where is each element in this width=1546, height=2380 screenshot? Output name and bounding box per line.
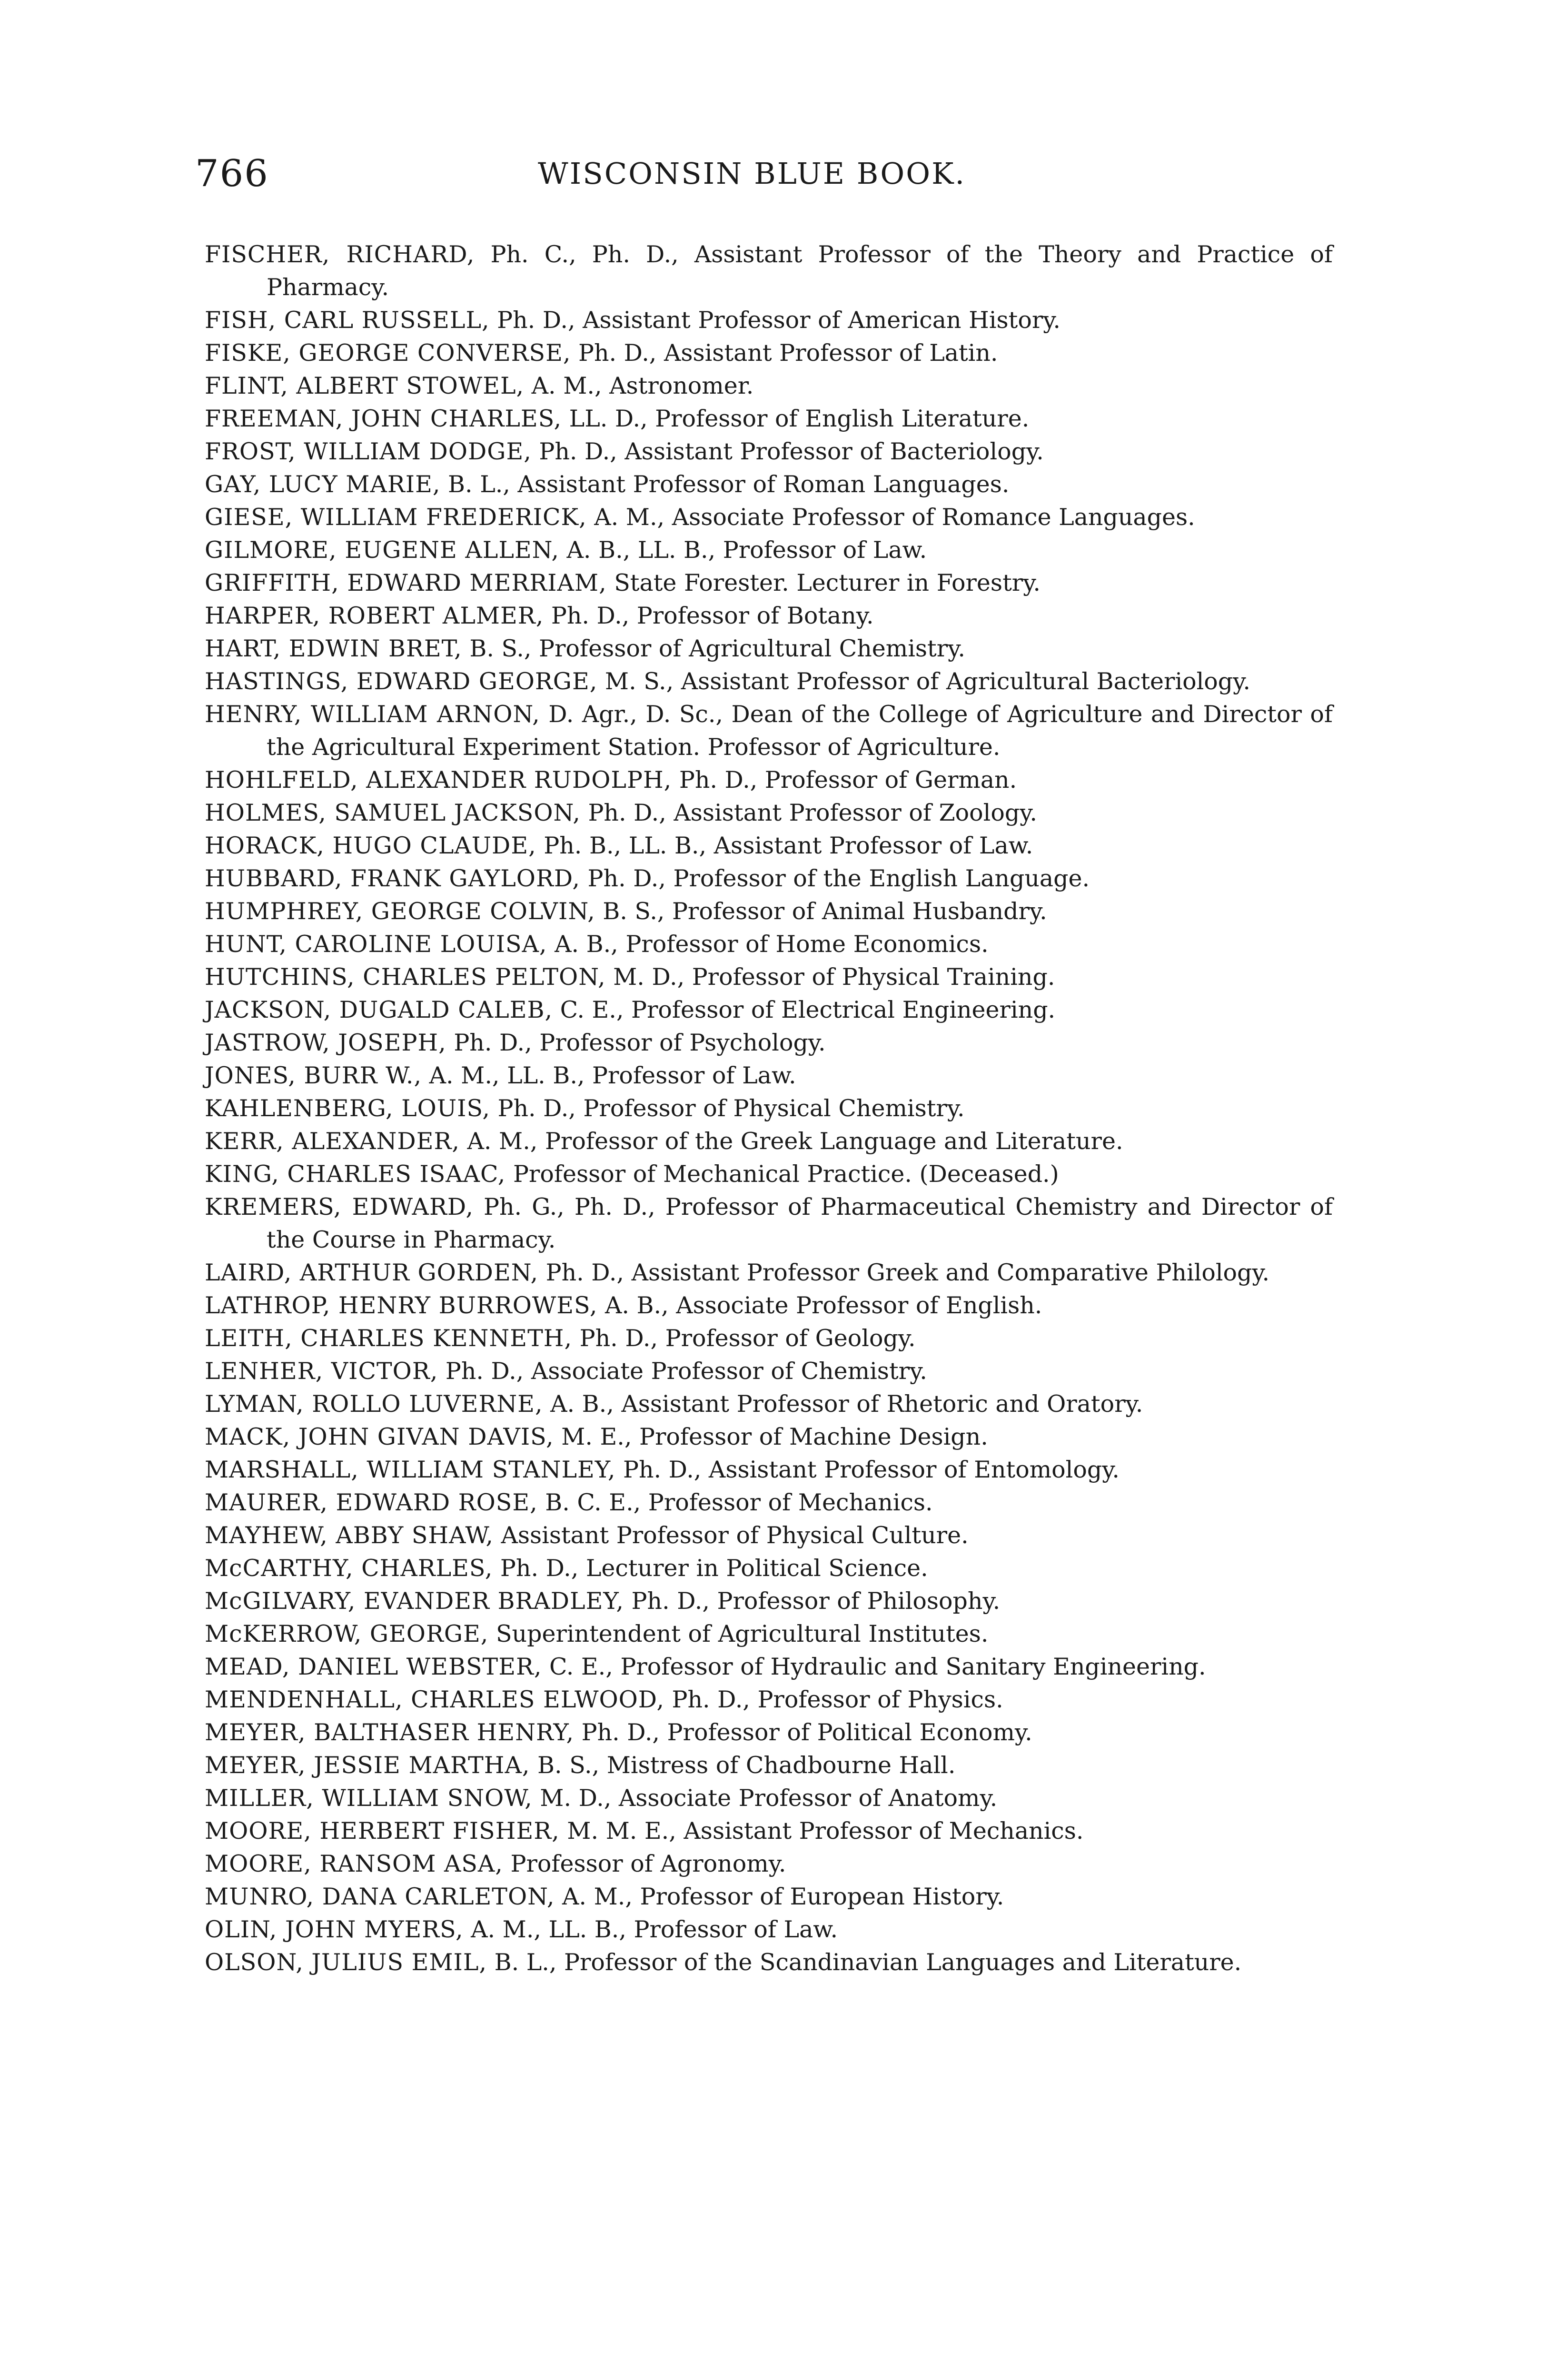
faculty-entry	[205, 599, 1333, 632]
faculty-name: McGILVARY, EVANDER BRADLEY,	[205, 1587, 624, 1615]
faculty-name: HOHLFELD, ALEXANDER RUDOLPH,	[205, 766, 672, 793]
faculty-entry	[205, 534, 1333, 566]
faculty-description: Ph. B., LL. B., Assistant Professor of Law.	[544, 832, 1033, 859]
faculty-entry	[205, 1388, 1333, 1420]
faculty-name: GRIFFITH, EDWARD MERRIAM,	[205, 569, 607, 596]
faculty-description: M. E., Professor of Machine Design.	[561, 1423, 988, 1450]
faculty-entry	[205, 961, 1333, 993]
faculty-description: Ph. D., Assistant Professor Greek and Comparative Philology.	[545, 1259, 1270, 1286]
page-number: 766	[195, 152, 269, 195]
faculty-description: Professor of Mechanical Practice. (Deceased.)	[513, 1160, 1059, 1188]
faculty-name: HENRY, WILLIAM ARNON,	[205, 701, 540, 728]
faculty-list	[205, 238, 1333, 1979]
page-header	[195, 145, 1357, 202]
faculty-entry	[205, 1847, 1333, 1880]
faculty-name: LAIRD, ARTHUR GORDEN,	[205, 1259, 539, 1286]
faculty-description: A. B., Associate Professor of English.	[605, 1292, 1042, 1319]
faculty-entry	[205, 304, 1333, 337]
faculty-name: GAY, LUCY MARIE,	[205, 471, 441, 498]
faculty-entry	[205, 1256, 1333, 1289]
faculty-name: FISH, CARL RUSSELL,	[205, 307, 490, 334]
faculty-entry	[205, 632, 1333, 665]
faculty-description: A. B., Assistant Professor of Rhetoric and Oratory.	[550, 1390, 1143, 1418]
faculty-entry	[205, 468, 1333, 501]
faculty-name: LENHER, VICTOR,	[205, 1358, 438, 1385]
faculty-description: A. M., Professor of the Greek Language and Literature.	[467, 1128, 1123, 1155]
faculty-name: FISKE, GEORGE CONVERSE,	[205, 339, 571, 367]
faculty-entry	[205, 1946, 1333, 1979]
faculty-description: M. S., Assistant Professor of Agricultural Bacteriology.	[605, 668, 1250, 695]
faculty-description: Ph. D., Assistant Professor of Zoology.	[588, 799, 1037, 826]
faculty-entry	[205, 1716, 1333, 1749]
faculty-description: B. S., Professor of Animal Husbandry.	[603, 898, 1047, 925]
faculty-entry	[205, 1880, 1333, 1913]
faculty-entry	[205, 1650, 1333, 1683]
running-title: WISCONSIN BLUE BOOK.	[538, 156, 966, 191]
faculty-entry	[205, 337, 1333, 369]
faculty-name: HUTCHINS, CHARLES PELTON,	[205, 963, 606, 991]
faculty-name: MOORE, RANSOM ASA,	[205, 1850, 503, 1877]
faculty-description: A. B., LL. B., Professor of Law.	[566, 536, 927, 564]
faculty-description: Ph. D., Lecturer in Political Science.	[500, 1555, 928, 1582]
faculty-name: KREMERS, EDWARD,	[205, 1193, 474, 1220]
faculty-name: LYMAN, ROLLO LUVERNE,	[205, 1390, 543, 1418]
faculty-description: B. L., Assistant Professor of Roman Languages.	[448, 471, 1010, 498]
faculty-entry	[205, 928, 1333, 961]
faculty-description: A. M., Professor of European History.	[562, 1883, 1004, 1910]
faculty-description: M. D., Professor of Physical Training.	[613, 963, 1055, 991]
faculty-entry	[205, 1749, 1333, 1782]
faculty-name: MEAD, DANIEL WEBSTER,	[205, 1653, 542, 1680]
faculty-name: JONES, BURR W.,	[205, 1062, 422, 1089]
faculty-name: HOLMES, SAMUEL JACKSON,	[205, 799, 581, 826]
faculty-name: MACK, JOHN GIVAN DAVIS,	[205, 1423, 554, 1450]
faculty-name: FISCHER, RICHARD,	[205, 241, 475, 268]
faculty-name: HUMPHREY, GEORGE COLVIN,	[205, 898, 595, 925]
faculty-name: MUNRO, DANA CARLETON,	[205, 1883, 555, 1910]
faculty-entry	[205, 764, 1333, 796]
faculty-name: MAURER, EDWARD ROSE,	[205, 1489, 538, 1516]
faculty-description: M. D., Associate Professor of Anatomy.	[540, 1785, 998, 1812]
faculty-description: A. M., Associate Professor of Romance Languages.	[594, 504, 1195, 531]
faculty-name: OLSON, JULIUS EMIL,	[205, 1949, 487, 1976]
faculty-entry	[205, 402, 1333, 435]
faculty-description: Ph. D., Professor of Geology.	[579, 1325, 916, 1352]
faculty-entry	[205, 698, 1333, 764]
faculty-description: B. C. E., Professor of Mechanics.	[545, 1489, 933, 1516]
faculty-description: Professor of Agronomy.	[510, 1850, 786, 1877]
faculty-description: Ph. D., Professor of Philosophy.	[631, 1587, 1001, 1615]
faculty-description: Ph. D., Assistant Professor of Bacteriology.	[539, 438, 1044, 465]
faculty-entry	[205, 993, 1333, 1026]
faculty-entry	[205, 238, 1333, 304]
faculty-entry	[205, 796, 1333, 829]
faculty-description: Ph. D., Associate Professor of Chemistry.	[445, 1358, 927, 1385]
faculty-name: HART, EDWIN BRET,	[205, 635, 462, 662]
faculty-description: C. E., Professor of Hydraulic and Sanitary Engineering.	[549, 1653, 1206, 1680]
faculty-entry	[205, 1453, 1333, 1486]
faculty-entry	[205, 1486, 1333, 1519]
faculty-description: C. E., Professor of Electrical Engineering.	[560, 996, 1056, 1023]
faculty-name: HASTINGS, EDWARD GEORGE,	[205, 668, 598, 695]
faculty-entry	[205, 1059, 1333, 1092]
faculty-description: A. M., Astronomer.	[531, 372, 754, 399]
faculty-entry	[205, 1552, 1333, 1585]
faculty-description: Ph. D., Assistant Professor of Entomology.	[623, 1456, 1120, 1483]
faculty-description: State Forester. Lecturer in Forestry.	[614, 569, 1041, 596]
faculty-description: B. L., Professor of the Scandinavian Languages and Literature.	[494, 1949, 1242, 1976]
faculty-entry	[205, 369, 1333, 402]
faculty-name: HARPER, ROBERT ALMER,	[205, 602, 544, 629]
faculty-description: Ph. D., Professor of the English Language.	[587, 865, 1090, 892]
faculty-entry	[205, 501, 1333, 534]
faculty-description: D. Agr., D. Sc., Dean of the College of Agriculture and Director of the Agricultural Experiment Station. Professor of Agriculture.	[267, 701, 1333, 761]
faculty-name: LATHROP, HENRY BURROWES,	[205, 1292, 598, 1319]
faculty-name: FREEMAN, JOHN CHARLES,	[205, 405, 562, 432]
faculty-entry	[205, 829, 1333, 862]
faculty-entry	[205, 1519, 1333, 1552]
faculty-description: Ph. D., Professor of Physical Chemistry.	[497, 1095, 965, 1122]
faculty-description: Ph. D., Professor of German.	[679, 766, 1017, 793]
faculty-description: B. S., Professor of Agricultural Chemistry.	[469, 635, 965, 662]
faculty-name: MEYER, JESSIE MARTHA,	[205, 1752, 530, 1779]
faculty-entry	[205, 1125, 1333, 1158]
faculty-description: Ph. D., Professor of Botany.	[551, 602, 874, 629]
faculty-entry	[205, 1026, 1333, 1059]
faculty-entry	[205, 1420, 1333, 1453]
faculty-name: HORACK, HUGO CLAUDE,	[205, 832, 536, 859]
faculty-entry	[205, 1585, 1333, 1617]
faculty-entry	[205, 1617, 1333, 1650]
faculty-name: MAYHEW, ABBY SHAW,	[205, 1522, 494, 1549]
faculty-description: A. M., LL. B., Professor of Law.	[429, 1062, 796, 1089]
faculty-name: LEITH, CHARLES KENNETH,	[205, 1325, 573, 1352]
faculty-name: FLINT, ALBERT STOWEL,	[205, 372, 525, 399]
faculty-name: MARSHALL, WILLIAM STANLEY,	[205, 1456, 616, 1483]
faculty-entry	[205, 1355, 1333, 1388]
faculty-description: Superintendent of Agricultural Institutes.	[496, 1620, 989, 1647]
faculty-description: Ph. G., Ph. D., Professor of Pharmaceutical Chemistry and Director of the Course in Pharmacy.	[267, 1193, 1333, 1253]
faculty-description: Ph. D., Professor of Physics.	[672, 1686, 1003, 1713]
faculty-description: Ph. D., Assistant Professor of Latin.	[578, 339, 998, 367]
faculty-name: GILMORE, EUGENE ALLEN,	[205, 536, 559, 564]
faculty-name: McCARTHY, CHARLES,	[205, 1555, 493, 1582]
faculty-description: A. M., LL. B., Professor of Law.	[471, 1916, 838, 1943]
faculty-entry	[205, 1289, 1333, 1322]
faculty-name: JACKSON, DUGALD CALEB,	[205, 996, 553, 1023]
faculty-entry	[205, 1322, 1333, 1355]
faculty-description: Ph. D., Professor of Political Economy.	[581, 1719, 1032, 1746]
faculty-name: MOORE, HERBERT FISHER,	[205, 1817, 560, 1844]
faculty-name: MEYER, BALTHASER HENRY,	[205, 1719, 575, 1746]
faculty-name: FROST, WILLIAM DODGE,	[205, 438, 532, 465]
faculty-description: Ph. D., Assistant Professor of American History.	[497, 307, 1061, 334]
faculty-entry	[205, 435, 1333, 468]
faculty-description: Ph. C., Ph. D., Assistant Professor of the Theory and Practice of Pharmacy.	[267, 241, 1333, 301]
faculty-name: GIESE, WILLIAM FREDERICK,	[205, 504, 587, 531]
faculty-entry	[205, 1092, 1333, 1125]
faculty-description: LL. D., Professor of English Literature.	[569, 405, 1030, 432]
faculty-description: Assistant Professor of Physical Culture.	[501, 1522, 969, 1549]
faculty-name: OLIN, JOHN MYERS,	[205, 1916, 464, 1943]
faculty-entry	[205, 1815, 1333, 1847]
faculty-entry	[205, 1683, 1333, 1716]
faculty-entry	[205, 1782, 1333, 1815]
faculty-name: MILLER, WILLIAM SNOW,	[205, 1785, 533, 1812]
faculty-entry	[205, 665, 1333, 698]
faculty-name: KERR, ALEXANDER,	[205, 1128, 460, 1155]
faculty-name: HUBBARD, FRANK GAYLORD,	[205, 865, 580, 892]
faculty-description: B. S., Mistress of Chadbourne Hall.	[537, 1752, 956, 1779]
faculty-entry	[205, 862, 1333, 895]
faculty-name: JASTROW, JOSEPH,	[205, 1029, 446, 1056]
faculty-name: KING, CHARLES ISAAC,	[205, 1160, 506, 1188]
faculty-description: M. M. E., Assistant Professor of Mechanics.	[567, 1817, 1084, 1844]
faculty-entry	[205, 1913, 1333, 1946]
faculty-name: McKERROW, GEORGE,	[205, 1620, 489, 1647]
faculty-name: MENDENHALL, CHARLES ELWOOD,	[205, 1686, 664, 1713]
faculty-description: Ph. D., Professor of Psychology.	[454, 1029, 826, 1056]
faculty-entry	[205, 566, 1333, 599]
faculty-description: A. B., Professor of Home Economics.	[555, 931, 989, 958]
faculty-entry	[205, 1158, 1333, 1190]
faculty-entry	[205, 1190, 1333, 1256]
faculty-name: HUNT, CAROLINE LOUISA,	[205, 931, 547, 958]
faculty-name: KAHLENBERG, LOUIS,	[205, 1095, 490, 1122]
faculty-entry	[205, 895, 1333, 928]
